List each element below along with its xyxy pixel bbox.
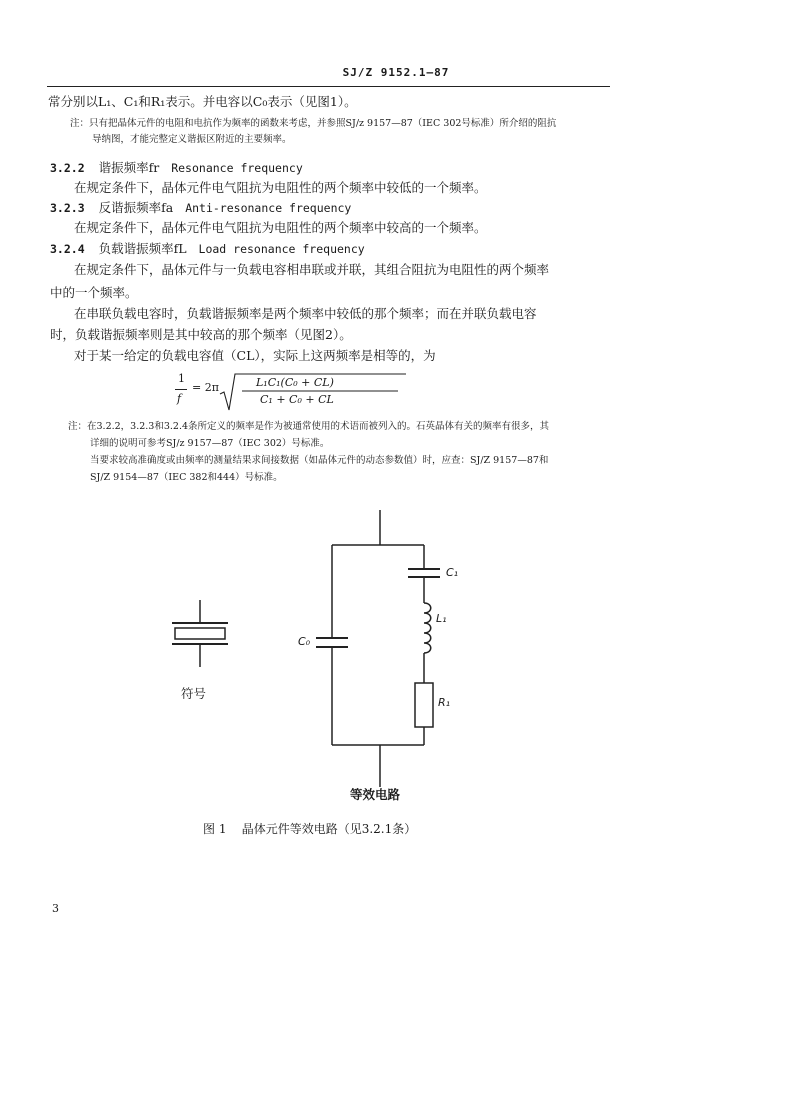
note-2-line-4: SJ/Z 9154—87（IEC 382和444）号标准。	[90, 472, 283, 483]
section-title-en: Load resonance frequency	[198, 242, 365, 256]
formula-numerator: L₁C₁(C₀ + CL)	[256, 376, 334, 389]
section-heading-3-2-2	[50, 160, 303, 176]
equivalent-circuit-diagram	[290, 505, 470, 790]
section-title-cn: 反谐振频率fa	[98, 200, 174, 215]
formula-lhs-denominator: f	[177, 392, 182, 405]
crystal-symbol-icon	[160, 595, 240, 675]
formula-denominator: C₁ + C₀ + CL	[260, 393, 334, 406]
section-heading-3-2-3	[50, 200, 351, 216]
section-title-en: Resonance frequency	[171, 161, 303, 175]
note-1-line-1: 注：只有把晶体元件的电阻和电抗作为频率的函数来考虑，并参照SJ/z 9157—87（IEC 302号标准）所介绍的阻抗	[70, 118, 557, 129]
section-3-2-4-body-line-3: 在串联负载电容时，负载谐振频率是两个频率中较低的那个频率；而在并联负载电容	[74, 306, 537, 321]
section-title-cn: 谐振频率fr	[98, 160, 160, 175]
intro-paragraph: 常分别以L₁、C₁和R₁表示。并电容以C₀表示（见图1）。	[48, 94, 357, 109]
page-number: 3	[52, 902, 59, 915]
section-3-2-2-body: 在规定条件下，晶体元件电气阻抗为电阻性的两个频率中较低的一个频率。	[74, 180, 487, 195]
section-number: 3.2.3	[50, 201, 85, 215]
formula-lhs-fraction-bar	[175, 389, 187, 390]
header-rule	[47, 86, 610, 87]
symbol-label: 符号	[181, 686, 207, 701]
section-title-en: Anti-resonance frequency	[185, 201, 352, 215]
note-2-line-3: 当要求较高准确度或由频率的测量结果求间接数据（如晶体元件的动态参数值）时，应查：SJ/Z 9157—87和	[90, 455, 549, 466]
l1-label: L₁	[436, 612, 447, 625]
section-3-2-4-body-line-4: 时，负载谐振频率则是其中较高的那个频率（见图2）。	[50, 327, 352, 342]
load-resonance-formula	[170, 370, 410, 414]
formula-lhs-numerator: 1	[178, 372, 185, 385]
c1-label: C₁	[446, 566, 459, 579]
section-number: 3.2.4	[50, 242, 85, 256]
formula-equals-2pi: = 2π	[192, 381, 219, 394]
standard-code-header: SJ/Z 9152.1—87	[342, 66, 450, 79]
note-2-line-1: 注：在3.2.2，3.2.3和3.2.4条所定义的频率是作为被通常使用的术语而被列入的。石英晶体有关的频率有很多，其	[68, 421, 550, 432]
figure-caption: 图 1 晶体元件等效电路（见3.2.1条）	[203, 822, 417, 836]
note-1-line-2: 导纳图，才能完整定义谐振区附近的主要频率。	[92, 134, 292, 145]
section-3-2-4-body-line-5: 对于某一给定的负载电容值（CL），实际上这两频率是相等的，为	[74, 348, 436, 363]
section-title-cn: 负载谐振频率fL	[98, 241, 187, 256]
c0-label: C₀	[298, 635, 311, 648]
section-number: 3.2.2	[50, 161, 85, 175]
note-2-line-2: 详细的说明可参考SJ/z 9157—87（IEC 302）号标准。	[90, 438, 330, 449]
section-3-2-3-body: 在规定条件下，晶体元件电气阻抗为电阻性的两个频率中较高的一个频率。	[74, 220, 487, 235]
section-heading-3-2-4	[50, 241, 365, 257]
section-3-2-4-body-line-2: 中的一个频率。	[50, 285, 138, 300]
section-3-2-4-body-line-1: 在规定条件下，晶体元件与一负载电容相串联或并联，其组合阻抗为电阻性的两个频率	[74, 262, 550, 277]
equivalent-circuit-label: 等效电路	[350, 787, 401, 802]
r1-label: R₁	[438, 696, 451, 709]
